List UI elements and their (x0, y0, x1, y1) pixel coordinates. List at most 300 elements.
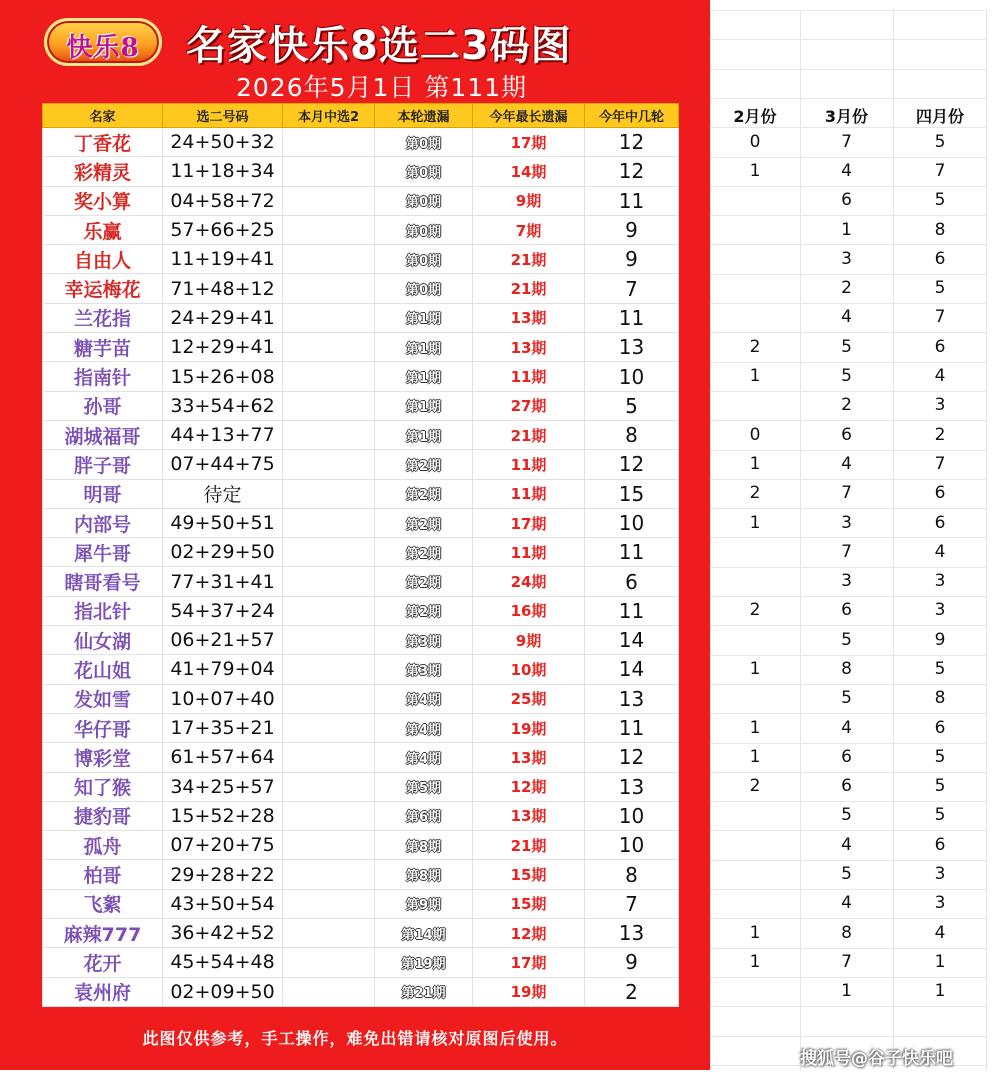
pick-numbers: 06+21+57 (163, 626, 283, 655)
cell-mar: 5 (841, 366, 852, 387)
cell-apr: 3 (934, 600, 946, 621)
expert-name: 兰花指 (43, 303, 163, 332)
round-miss: 第0期 (375, 186, 473, 215)
expert-name: 花山姐 (43, 655, 163, 684)
cell-apr: 3 (934, 571, 946, 592)
month-hits (283, 889, 375, 918)
header-name: 名家 (43, 104, 163, 128)
table-row (43, 801, 679, 830)
cell-mar: 1 (841, 981, 852, 1002)
month-hits (283, 977, 375, 1006)
expert-name: 飞絮 (43, 889, 163, 918)
monthly-row (710, 889, 987, 918)
cell-apr: 6 (934, 483, 946, 504)
cell-apr: 8 (934, 688, 946, 709)
longest-miss: 11期 (473, 538, 585, 567)
table-row (43, 157, 679, 186)
month-hits (283, 274, 375, 303)
expert-name: 指南针 (43, 362, 163, 391)
rounds-won: 14 (585, 626, 679, 655)
round-miss: 第2期 (375, 596, 473, 625)
longest-miss: 21期 (473, 420, 585, 449)
monthly-row (710, 127, 987, 156)
round-miss: 第6期 (375, 801, 473, 830)
cell-feb: 0 (749, 424, 761, 445)
round-miss: 第2期 (375, 508, 473, 537)
cell-apr: 3 (934, 893, 946, 914)
expert-name: 华仔哥 (43, 713, 163, 742)
monthly-row (710, 830, 987, 859)
monthly-header-row (710, 103, 987, 127)
rounds-won: 8 (585, 420, 679, 449)
monthly-row (710, 596, 987, 625)
monthly-row (710, 713, 987, 742)
header-longest-miss: 今年最长遗漏 (473, 104, 585, 128)
month-hits (283, 801, 375, 830)
monthly-row (710, 801, 987, 830)
prediction-table (42, 103, 679, 1007)
longest-miss: 9期 (473, 186, 585, 215)
expert-name: 捷豹哥 (43, 801, 163, 830)
table-header-row (43, 104, 679, 128)
month-hits (283, 919, 375, 948)
expert-name: 乐赢 (43, 215, 163, 244)
expert-name: 糖芋苗 (43, 333, 163, 362)
round-miss: 第21期 (375, 977, 473, 1006)
cell-feb: 2 (749, 336, 761, 357)
month-hits (283, 626, 375, 655)
table-row (43, 655, 679, 684)
table-row (43, 567, 679, 596)
header-apr: 四月份 (915, 106, 964, 126)
rounds-won: 11 (585, 303, 679, 332)
cell-feb (710, 566, 800, 595)
happy8-logo (44, 18, 162, 66)
expert-name: 指北针 (43, 596, 163, 625)
monthly-row (710, 772, 987, 801)
monthly-row (710, 859, 987, 888)
table-row (43, 538, 679, 567)
month-hits (283, 860, 375, 889)
cell-feb (710, 186, 800, 215)
cell-apr: 5 (934, 190, 946, 211)
monthly-row (710, 918, 987, 947)
cell-mar: 1 (841, 219, 852, 240)
rounds-won: 10 (585, 362, 679, 391)
table-row (43, 772, 679, 801)
month-hits (283, 743, 375, 772)
cell-mar: 2 (841, 395, 852, 416)
grid-line (710, 39, 987, 40)
pick-numbers: 41+79+04 (163, 655, 283, 684)
rounds-won: 12 (585, 450, 679, 479)
cell-apr: 4 (934, 922, 946, 943)
expert-name: 知了猴 (43, 772, 163, 801)
longest-miss: 21期 (473, 274, 585, 303)
month-hits (283, 186, 375, 215)
cell-mar: 3 (841, 512, 852, 533)
table-row (43, 128, 679, 157)
rounds-won: 13 (585, 684, 679, 713)
cell-apr: 9 (934, 629, 946, 650)
longest-miss: 19期 (473, 977, 585, 1006)
rounds-won: 13 (585, 772, 679, 801)
cell-mar: 6 (841, 190, 852, 211)
longest-miss: 25期 (473, 684, 585, 713)
table-row (43, 186, 679, 215)
expert-name: 胖子哥 (43, 450, 163, 479)
month-hits (283, 215, 375, 244)
month-hits (283, 303, 375, 332)
pick-numbers: 49+50+51 (163, 508, 283, 537)
rounds-won: 11 (585, 538, 679, 567)
table-row (43, 450, 679, 479)
grid-line (710, 1006, 987, 1007)
expert-name: 丁香花 (43, 128, 163, 157)
cell-mar: 3 (841, 571, 852, 592)
table-row (43, 977, 679, 1006)
monthly-row (710, 332, 987, 361)
monthly-row (710, 273, 987, 302)
round-miss: 第3期 (375, 655, 473, 684)
round-miss: 第4期 (375, 743, 473, 772)
round-miss: 第2期 (375, 567, 473, 596)
longest-miss: 10期 (473, 655, 585, 684)
cell-feb: 1 (749, 160, 761, 181)
expert-name: 幸运梅花 (43, 274, 163, 303)
cell-feb (710, 977, 800, 1006)
cell-mar: 4 (841, 834, 852, 855)
longest-miss: 17期 (473, 508, 585, 537)
expert-name: 孙哥 (43, 391, 163, 420)
round-miss: 第0期 (375, 274, 473, 303)
rounds-won: 13 (585, 919, 679, 948)
cell-feb (710, 273, 800, 302)
month-hits (283, 655, 375, 684)
table-row (43, 948, 679, 977)
cell-feb (710, 889, 800, 918)
longest-miss: 12期 (473, 772, 585, 801)
cell-apr: 5 (934, 805, 946, 826)
cell-apr: 1 (934, 981, 946, 1002)
grid-line (710, 98, 987, 99)
pick-numbers: 29+28+22 (163, 860, 283, 889)
grid-line (710, 10, 987, 11)
month-hits (283, 684, 375, 713)
header-month-hits: 本月中选2 (283, 104, 375, 128)
longest-miss: 19期 (473, 713, 585, 742)
cell-mar: 5 (841, 805, 852, 826)
pick-numbers: 77+31+41 (163, 567, 283, 596)
cell-apr: 6 (934, 336, 946, 357)
cell-apr: 2 (934, 424, 946, 445)
rounds-won: 12 (585, 157, 679, 186)
cell-mar: 6 (841, 424, 852, 445)
cell-apr: 6 (934, 512, 946, 533)
monthly-row (710, 186, 987, 215)
longest-miss: 11期 (473, 450, 585, 479)
cell-mar: 4 (841, 453, 852, 474)
monthly-row (710, 947, 987, 976)
monthly-row (710, 215, 987, 244)
pick-numbers: 36+42+52 (163, 919, 283, 948)
longest-miss: 24期 (473, 567, 585, 596)
month-hits (283, 713, 375, 742)
pick-numbers: 17+35+21 (163, 713, 283, 742)
cell-feb: 1 (749, 951, 761, 972)
issue-date: 2026年5月1日 第111期 (236, 73, 528, 102)
monthly-row (710, 654, 987, 683)
month-hits (283, 245, 375, 274)
cell-mar: 6 (841, 776, 852, 797)
cell-apr: 5 (934, 658, 946, 679)
expert-name: 麻辣777 (43, 919, 163, 948)
table-row (43, 508, 679, 537)
longest-miss: 21期 (473, 245, 585, 274)
cell-mar: 5 (841, 864, 852, 885)
month-hits (283, 450, 375, 479)
month-hits (283, 772, 375, 801)
longest-miss: 17期 (473, 948, 585, 977)
table-row (43, 713, 679, 742)
pick-numbers: 61+57+64 (163, 743, 283, 772)
monthly-row (710, 156, 987, 185)
month-hits (283, 596, 375, 625)
rounds-won: 10 (585, 801, 679, 830)
table-row (43, 831, 679, 860)
page-title: 名家快乐8选二3码图 (186, 23, 572, 69)
rounds-won: 7 (585, 889, 679, 918)
longest-miss: 17期 (473, 128, 585, 157)
monthly-row (710, 508, 987, 537)
cell-mar: 7 (841, 131, 852, 152)
rounds-won: 8 (585, 860, 679, 889)
grid-line (710, 1036, 987, 1037)
pick-numbers: 43+50+54 (163, 889, 283, 918)
round-miss: 第0期 (375, 128, 473, 157)
cell-feb: 2 (749, 600, 761, 621)
table-row (43, 333, 679, 362)
longest-miss: 15期 (473, 860, 585, 889)
cell-apr: 6 (934, 248, 946, 269)
month-hits (283, 538, 375, 567)
cell-apr: 3 (934, 864, 946, 885)
rounds-won: 9 (585, 245, 679, 274)
round-miss: 第2期 (375, 450, 473, 479)
round-miss: 第0期 (375, 157, 473, 186)
pick-numbers: 15+26+08 (163, 362, 283, 391)
round-miss: 第1期 (375, 420, 473, 449)
table-row (43, 391, 679, 420)
table-row (43, 215, 679, 244)
rounds-won: 15 (585, 479, 679, 508)
expert-name: 湖城福哥 (43, 420, 163, 449)
longest-miss: 11期 (473, 479, 585, 508)
cell-apr: 5 (934, 776, 946, 797)
header-feb: 2月份 (733, 106, 777, 126)
pick-numbers: 11+19+41 (163, 245, 283, 274)
cell-feb (710, 801, 800, 830)
rounds-won: 9 (585, 948, 679, 977)
round-miss: 第5期 (375, 772, 473, 801)
table-row (43, 684, 679, 713)
table-row (43, 303, 679, 332)
pick-numbers: 45+54+48 (163, 948, 283, 977)
pick-numbers: 34+25+57 (163, 772, 283, 801)
cell-feb (710, 244, 800, 273)
rounds-won: 14 (585, 655, 679, 684)
cell-feb (710, 391, 800, 420)
rounds-won: 9 (585, 215, 679, 244)
rounds-won: 12 (585, 128, 679, 157)
round-miss: 第1期 (375, 391, 473, 420)
cell-mar: 7 (841, 483, 852, 504)
monthly-row (710, 449, 987, 478)
monthly-row (710, 684, 987, 713)
logo-text: 快乐8 (66, 33, 140, 63)
rounds-won: 11 (585, 186, 679, 215)
cell-feb (710, 859, 800, 888)
longest-miss: 16期 (473, 596, 585, 625)
monthly-row (710, 420, 987, 449)
pick-numbers: 04+58+72 (163, 186, 283, 215)
cell-feb (710, 215, 800, 244)
expert-name: 袁州府 (43, 977, 163, 1006)
pick-numbers: 33+54+62 (163, 391, 283, 420)
round-miss: 第1期 (375, 303, 473, 332)
cell-mar: 7 (841, 951, 852, 972)
cell-apr: 7 (934, 307, 946, 328)
pick-numbers: 12+29+41 (163, 333, 283, 362)
cell-feb: 1 (749, 453, 761, 474)
pick-numbers: 57+66+25 (163, 215, 283, 244)
monthly-row (710, 303, 987, 332)
pick-numbers: 07+20+75 (163, 831, 283, 860)
grid-line (710, 69, 987, 70)
longest-miss: 27期 (473, 391, 585, 420)
rounds-won: 11 (585, 596, 679, 625)
round-miss: 第0期 (375, 245, 473, 274)
rounds-won: 11 (585, 713, 679, 742)
month-hits (283, 567, 375, 596)
monthly-row (710, 977, 987, 1006)
month-hits (283, 157, 375, 186)
cell-feb (710, 537, 800, 566)
disclaimer: 此图仅供参考，手工操作，难免出错请核对原图后使用。 (142, 1029, 568, 1048)
rounds-won: 10 (585, 831, 679, 860)
pick-numbers: 15+52+28 (163, 801, 283, 830)
pick-numbers: 44+13+77 (163, 420, 283, 449)
expert-name: 瞎哥看号 (43, 567, 163, 596)
round-miss: 第2期 (375, 479, 473, 508)
cell-feb: 1 (749, 512, 761, 533)
cell-mar: 5 (841, 336, 852, 357)
cell-mar: 6 (841, 600, 852, 621)
cell-feb (710, 625, 800, 654)
longest-miss: 9期 (473, 626, 585, 655)
cell-feb (710, 830, 800, 859)
cell-feb: 1 (749, 922, 761, 943)
month-hits (283, 948, 375, 977)
cell-feb: 1 (749, 746, 761, 767)
cell-apr: 7 (934, 160, 946, 181)
rounds-won: 12 (585, 743, 679, 772)
table-row (43, 596, 679, 625)
expert-name: 自由人 (43, 245, 163, 274)
pick-numbers: 10+07+40 (163, 684, 283, 713)
cell-feb (710, 684, 800, 713)
cell-mar: 3 (841, 248, 852, 269)
monthly-table (710, 103, 987, 1006)
expert-name: 犀牛哥 (43, 538, 163, 567)
cell-mar: 4 (841, 160, 852, 181)
rounds-won: 6 (585, 567, 679, 596)
pick-numbers: 24+29+41 (163, 303, 283, 332)
monthly-row (710, 742, 987, 771)
cell-apr: 7 (934, 453, 946, 474)
cell-mar: 4 (841, 717, 852, 738)
cell-mar: 8 (841, 922, 852, 943)
cell-apr: 6 (934, 717, 946, 738)
table-row (43, 626, 679, 655)
cell-mar: 5 (841, 688, 852, 709)
pick-numbers: 07+44+75 (163, 450, 283, 479)
longest-miss: 13期 (473, 801, 585, 830)
monthly-row (710, 537, 987, 566)
cell-feb: 0 (749, 131, 761, 152)
cell-apr: 1 (934, 951, 946, 972)
rounds-won: 2 (585, 977, 679, 1006)
rounds-won: 5 (585, 391, 679, 420)
month-hits (283, 362, 375, 391)
longest-miss: 13期 (473, 303, 585, 332)
round-miss: 第4期 (375, 684, 473, 713)
round-miss: 第9期 (375, 889, 473, 918)
cell-feb: 1 (749, 717, 761, 738)
table-row (43, 743, 679, 772)
cell-mar: 8 (841, 658, 852, 679)
cell-mar: 4 (841, 893, 852, 914)
expert-name: 花开 (43, 948, 163, 977)
table-row (43, 362, 679, 391)
watermark: 搜狐号@谷子快乐吧 (800, 1049, 953, 1069)
round-miss: 第2期 (375, 538, 473, 567)
cell-apr: 5 (934, 746, 946, 767)
pick-numbers: 02+29+50 (163, 538, 283, 567)
header-rounds-won: 今年中几轮 (585, 104, 679, 128)
expert-name: 孤舟 (43, 831, 163, 860)
cell-apr: 4 (934, 366, 946, 387)
longest-miss: 15期 (473, 889, 585, 918)
expert-name: 博彩堂 (43, 743, 163, 772)
round-miss: 第3期 (375, 626, 473, 655)
pick-numbers: 待定 (163, 479, 283, 508)
cell-apr: 5 (934, 131, 946, 152)
monthly-row (710, 566, 987, 595)
month-hits (283, 508, 375, 537)
round-miss: 第8期 (375, 831, 473, 860)
expert-name: 奖小算 (43, 186, 163, 215)
expert-name: 彩精灵 (43, 157, 163, 186)
month-hits (283, 333, 375, 362)
table-row (43, 245, 679, 274)
cell-feb: 2 (749, 776, 761, 797)
expert-name: 柏哥 (43, 860, 163, 889)
round-miss: 第0期 (375, 215, 473, 244)
expert-name: 明哥 (43, 479, 163, 508)
table-row (43, 919, 679, 948)
cell-feb: 1 (749, 658, 761, 679)
